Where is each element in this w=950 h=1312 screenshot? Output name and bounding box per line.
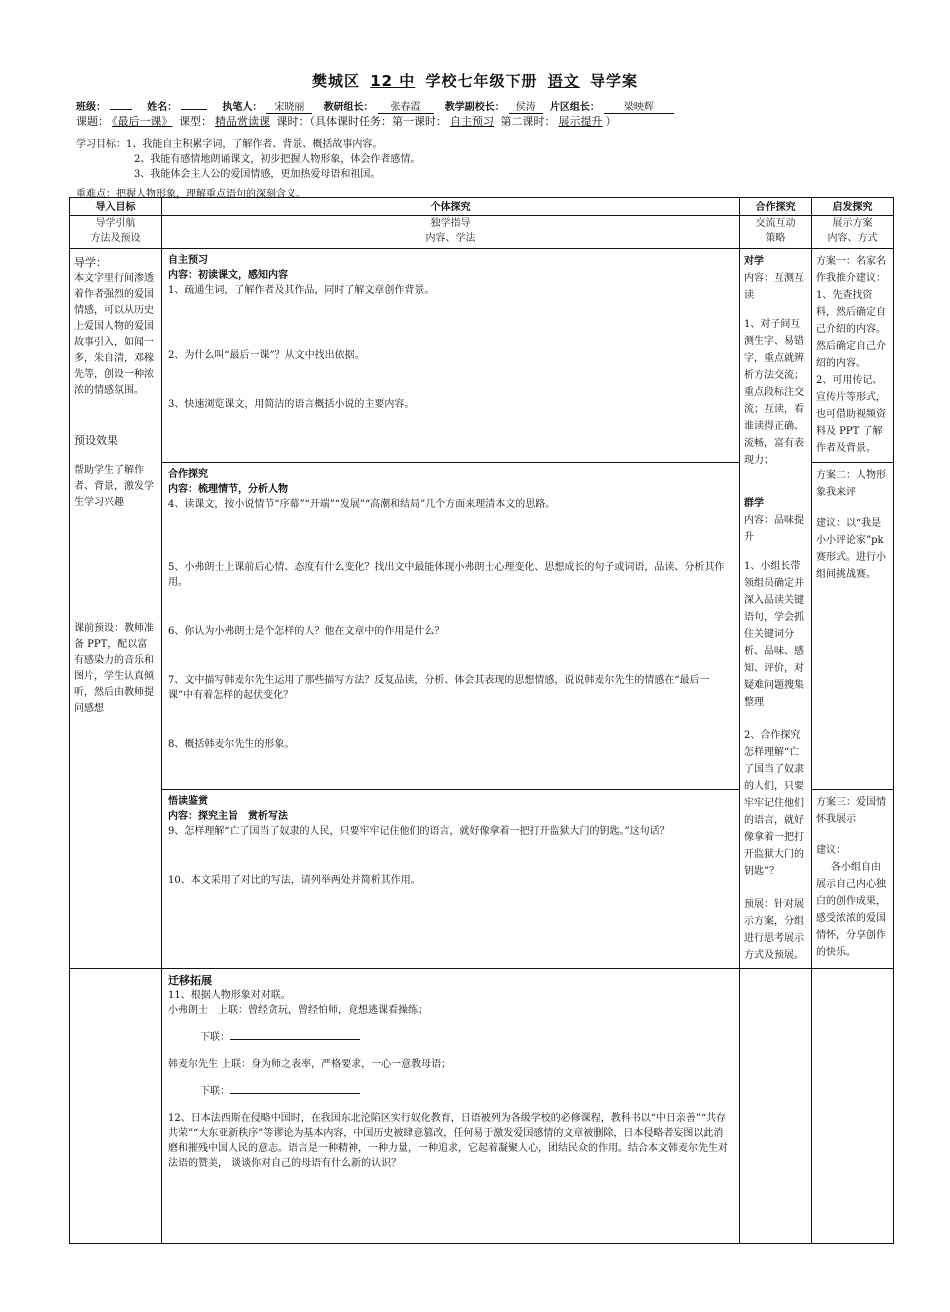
learning-goals: [76, 137, 420, 182]
class-label: 班级：: [76, 102, 106, 113]
close-paren: ）: [605, 115, 617, 128]
extend-show-cell: [812, 969, 894, 1244]
col-head-individual: 个体探究: [162, 198, 740, 216]
research-label: 教研组长：: [323, 102, 374, 113]
key-points: 重难点：把握人物形象，理解重点语句的深刻含义。: [76, 189, 306, 200]
question-5: 5、小弗朗士上课前后心情、态度有什么变化？找出文中最能体现小弗朗士心理变化、思想成长的句子或词语，品读、分析其作用。: [168, 562, 725, 589]
col-head-intro: 导入目标: [70, 198, 162, 216]
topic-value: 《最后一课》: [112, 115, 173, 128]
hour2-label: 第二课时：: [500, 115, 556, 128]
show-plan-2: [812, 463, 894, 790]
sub-head-intro: [70, 216, 162, 249]
vice-label: 教学副校长：: [444, 102, 505, 113]
col-head-inspire: 启发探究: [812, 198, 894, 216]
question-10: 10、本文采用了对比的写法，请列举两处并简析其作用。: [168, 875, 421, 886]
section-preview-content: 内容：初读课文，感知内容: [168, 270, 288, 281]
title-district: 樊城区: [311, 72, 360, 90]
section-appreciate-title: 悟读鉴赏: [168, 796, 208, 807]
hours-label: 课时：（具体课时任务：第一课时：: [276, 115, 447, 128]
goal-2: 2、我能有感情地朗诵课文，初步把握人物形象，体会作者感情。: [134, 154, 421, 165]
area-label: 片区组长：: [549, 102, 600, 113]
plan-3-text-c: 各小组自由展示自己内心独白的创作成果，感受浓浓的爱国情怀，分享创作的快乐。: [816, 862, 886, 958]
writer-label: 执笔人：: [222, 102, 263, 113]
sub-b1: 方法及预设: [90, 233, 141, 244]
research-value: 张春霞: [378, 98, 434, 114]
hour1-value: 自主预习: [450, 115, 494, 128]
sub-head-individual: [162, 216, 740, 249]
couplet-2-lower-blank[interactable]: [230, 1093, 360, 1094]
row-extend: [70, 969, 894, 1244]
plan-3-text-b: 建议：: [816, 845, 846, 856]
extend-coop-cell: [740, 969, 812, 1244]
guide-cell: [70, 249, 162, 969]
plan-table: [69, 197, 894, 1244]
question-12: 12、日本法西斯在侵略中国时，在我国东北沦陷区实行奴化教育，日语被列为各级学校的必修课程，教科书以“中日亲善”“共存共荣”“大东亚新秩序”等谬论为基本内容，中国历史被肆意篡改，任何易于激发爱国感情的文章被删除，日本侵略者妄图以此消磨和摧残中国人民的意志。语言是一种精神，一种力量，一种追求，它起着凝聚人心，团结民众的作用。结合本文韩麦尔先生对法语的赞美， 谈谈你对自己的母语有什么新的认识？: [168, 1113, 728, 1169]
section-appreciate: [162, 790, 740, 969]
writer-value: 宋晓丽: [266, 98, 312, 114]
preset-label: 预设效果: [74, 434, 118, 447]
section-extend-title: 迁移拓展: [168, 974, 212, 987]
extend-left-cell: [70, 969, 162, 1244]
type-label: 课型：: [179, 115, 212, 128]
coop-a-label: 对学: [744, 256, 764, 267]
name-blank[interactable]: [181, 109, 207, 110]
sub-a3: 交流互动: [755, 218, 796, 229]
section-explore: [162, 463, 740, 790]
couplet-1-upper: 小弗朗士 上联：曾经贪玩，曾经怕师，竟想逃课看操练；: [168, 1005, 428, 1016]
subheader-row: [70, 216, 894, 249]
page-title: [0, 70, 950, 91]
coop-b-label: 群学: [744, 498, 764, 509]
plan-2-text: 方案二：人物形象我来评: [816, 470, 886, 499]
coop-cell: [740, 249, 821, 969]
goal-1: 学习目标：1、我能自主积累字词，了解作者、背景、概括故事内容。: [76, 139, 383, 150]
guide-text: 本文字里行间渗透着作者强烈的爱国情感，可以从历史上爱国人物的爱国故事引入，如闻一多，朱自清，邓稼先等，创设一种浓浓的情感氛围。: [74, 273, 154, 396]
preset-text: 帮助学生了解作者、背景，激发学生学习兴趣: [74, 465, 154, 508]
section-extend: [162, 969, 740, 1244]
section-preview-title: 自主预习: [168, 255, 208, 266]
couplet-2-upper: 韩麦尔先生 上联：身为师之表率，严格要求，一心一意教母语；: [168, 1059, 452, 1070]
question-6: 6、你认为小弗朗士是个怎样的人？他在文章中的作用是什么？: [168, 626, 445, 638]
coop-b-text2: 2、合作探究 怎样理解“亡了国当了奴隶的人们，只要牢牢记住他们的语言，就好像拿着一把打开监狱大门的钥匙”？: [744, 730, 821, 877]
coop-c-text: 预展：针对展示方案，分组进行思考展示方式及预展。: [744, 899, 804, 961]
sub-a4: 展示方案: [832, 218, 873, 229]
title-subject: 语文: [547, 72, 580, 90]
section-preview: [162, 249, 740, 463]
coop-b-text1: 1、小组长带领组员确定并深入品读关键语句，学会抓住关键词分析、品味、感知、评价，对疑难问题搜集整理: [744, 561, 804, 708]
sub-head-coop: [740, 216, 812, 249]
name-label: 姓名：: [147, 102, 178, 113]
title-suffix: 导学案: [590, 72, 639, 90]
question-7: 7、文中描写韩麦尔先生运用了那些描写方法？反复品读，分析、体会其表现的思想情感，说说韩麦尔先生的情感在“最后一课”中有着怎样的起伏变化？: [168, 675, 710, 702]
area-value: 梁映辉: [604, 98, 674, 114]
couplet-2-lower-label: 下联：: [200, 1086, 230, 1097]
coop-b-content: 内容：品味提升: [744, 515, 804, 543]
vice-value: 侯涛: [509, 98, 543, 114]
staff-line: [76, 98, 678, 114]
show-plan-1: [812, 249, 894, 463]
coop-a-content: 内容：互测互读: [744, 273, 804, 301]
sub-b4: 内容、方式: [827, 233, 878, 244]
section-explore-content: 内容：梳理情节，分析人物: [168, 484, 288, 496]
topic-label: 课题：: [76, 115, 109, 128]
row-preview: [70, 249, 894, 463]
plan-3-text: 方案三：爱国情怀我展示: [816, 797, 886, 825]
goal-3: 3、我能体会主人公的爱国情感，更加热爱母语和祖国。: [134, 169, 381, 180]
question-2: 2、为什么叫“最后一课”？从文中找出依据。: [168, 350, 365, 361]
pre-text: 课前预设：教师准备 PPT，配以富有感染力的音乐和图片，学生认真倾听，然后由教师提问感想: [74, 623, 154, 714]
sub-head-inspire: [812, 216, 894, 249]
sub-a1: 导学引航: [95, 218, 136, 229]
question-11: 11、根据人物形象对对联。: [168, 990, 291, 1001]
class-blank[interactable]: [110, 109, 132, 110]
title-school: 12 中: [370, 72, 416, 90]
couplet-1-lower-blank[interactable]: [230, 1039, 360, 1040]
show-plan-3: [812, 790, 894, 969]
question-3: 3、快速浏览课文，用简洁的语言概括小说的主要内容。: [168, 399, 415, 410]
question-8: 8、概括韩麦尔先生的形象。: [168, 739, 295, 751]
title-grade: 学校七年级下册: [425, 72, 538, 90]
type-value: 精品赏读课: [215, 115, 270, 128]
header-row: [70, 198, 894, 216]
question-1: 1、疏通生词，了解作者及其作品，同时了解文章创作背景。: [168, 285, 435, 296]
plan-2-text-b: 建议：以“我是小小评论家”pk 赛形式。进行小组间挑战赛。: [816, 518, 886, 581]
plan-1-text-b: 2、可用传记、宣传片等形式，也可借助视频资料及 PPT 了解作者及背景。: [816, 375, 886, 454]
coop-a-text: 1、对子间互测生字、易错字，重点就辨析方法交流；重点段标注交流；互读，看谁读得正确、流畅，富有表现力；: [744, 319, 804, 466]
sub-a2: 独学指导: [430, 218, 471, 229]
couplet-1-lower-label: 下联：: [200, 1032, 230, 1043]
sub-b3: 策略: [765, 233, 786, 244]
guide-label: 导学：: [74, 256, 107, 269]
question-9: 9、怎样理解“亡了国当了奴隶的人民，只要牢牢记住他们的语言，就好像拿着一把打开监狱大门的钥匙。”这句话？: [168, 826, 670, 837]
col-head-coop: 合作探究: [740, 198, 812, 216]
section-explore-title: 合作探究: [168, 469, 208, 481]
question-4: 4、读课文，按小说情节“序幕”“开端”“发展”“高潮和结局”几个方面来理清本文的思路。: [168, 499, 556, 511]
section-appreciate-content: 内容：探究主旨 赏析写法: [168, 811, 288, 822]
hour2-value: 展示提升: [558, 115, 603, 128]
lesson-line: [76, 113, 617, 129]
plan-1-text: 方案一：名家名作我推介建议：1、先查找资料，然后确定自己介绍的内容。然后确定自己介绍的内容。: [816, 256, 886, 369]
sub-b2: 内容、学法: [425, 233, 476, 244]
